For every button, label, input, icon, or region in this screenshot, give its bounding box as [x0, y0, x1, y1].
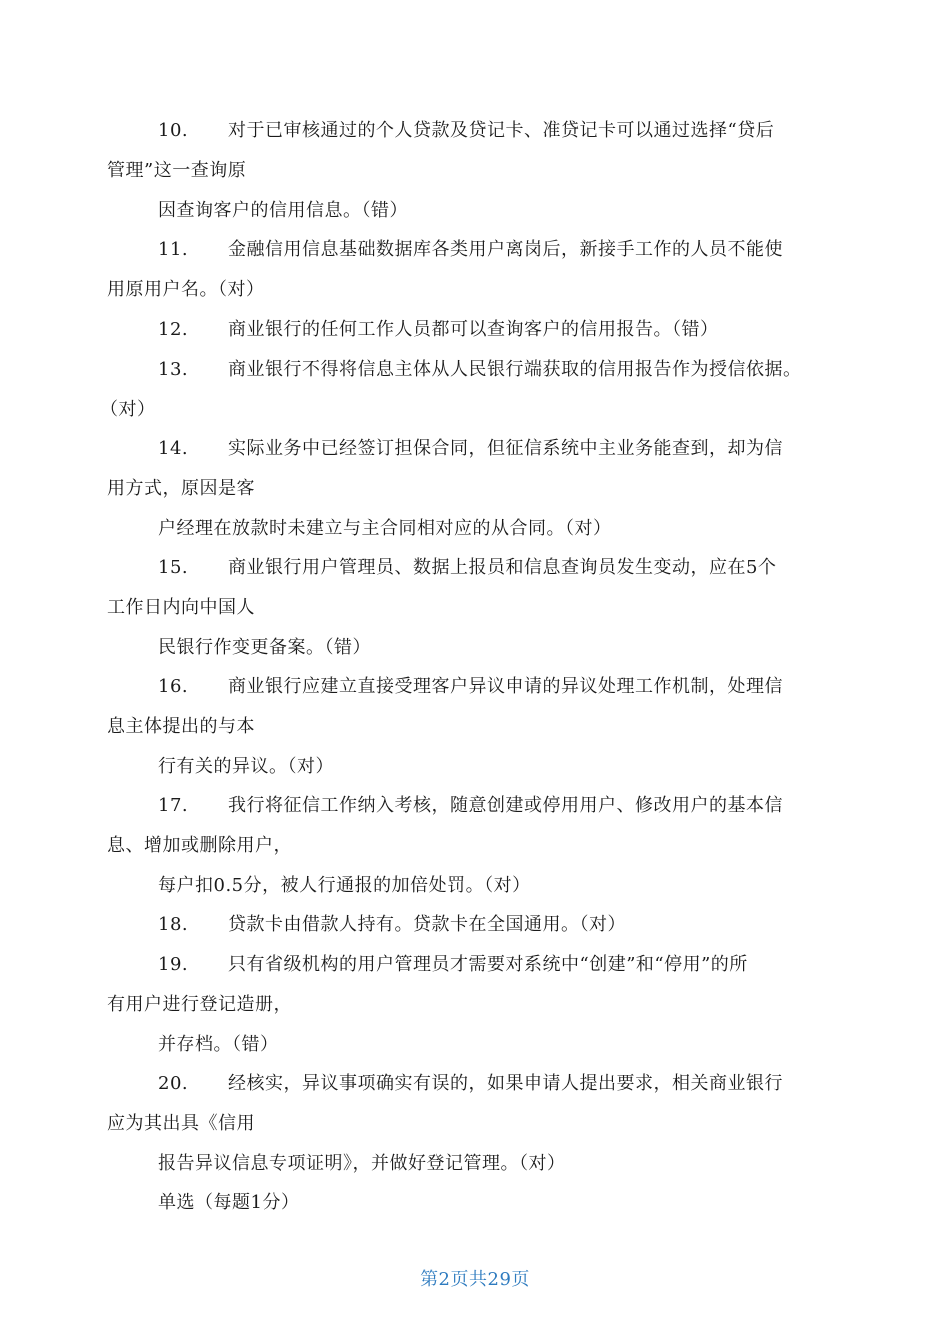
item-text-continuation: 并存档。（错）	[158, 1034, 279, 1055]
section-heading: 单选（每题1分）	[158, 1192, 300, 1213]
list-item	[107, 675, 848, 795]
item-text: 商业银行应建立直接受理客户异议申请的异议处理工作机制，处理信	[228, 676, 783, 697]
item-number: 13.	[158, 359, 189, 380]
item-text-wrap: 息主体提出的与本	[107, 716, 255, 737]
item-text: 实际业务中已经签订担保合同，但征信系统中主业务能查到，却为信	[228, 438, 783, 459]
item-text-wrap: 有用户进行登记造册，	[107, 994, 292, 1015]
item-text-wrap: （对）	[100, 399, 156, 420]
item-text-wrap: 应为其出具《信用	[107, 1113, 255, 1134]
page-footer: 第2页共29页	[420, 1269, 530, 1290]
item-text-continuation: 民银行作变更备案。（错）	[158, 637, 371, 658]
item-text-continuation: 行有关的异议。（对）	[158, 756, 334, 777]
item-number: 18.	[158, 914, 189, 935]
item-text: 对于已审核通过的个人贷款及贷记卡、准贷记卡可以通过选择“贷后	[228, 120, 775, 141]
item-text: 我行将征信工作纳入考核，随意创建或停用用户、修改用户的基本信	[228, 795, 783, 816]
item-text-continuation: 报告异议信息专项证明》，并做好登记管理。（对）	[158, 1153, 566, 1174]
item-text-wrap: 工作日内向中国人	[107, 597, 255, 618]
item-text-wrap: 用原用户名。（对）	[107, 279, 265, 300]
item-text: 只有省级机构的用户管理员才需要对系统中“创建”和“停用”的所	[228, 954, 748, 975]
item-number: 15.	[158, 557, 189, 578]
item-number: 12.	[158, 319, 189, 340]
list-item	[107, 238, 848, 318]
item-number: 14.	[158, 438, 189, 459]
item-number: 16.	[158, 676, 189, 697]
list-item	[107, 953, 848, 1073]
item-text-continuation: 因查询客户的信用信息。（错）	[158, 200, 408, 221]
item-text: 经核实，异议事项确实有误的，如果申请人提出要求，相关商业银行	[228, 1073, 783, 1094]
item-number: 20.	[158, 1073, 189, 1094]
item-text: 商业银行不得将信息主体从人民银行端获取的信用报告作为授信依据。	[228, 359, 802, 380]
item-text-continuation: 每户扣0.5分，被人行通报的加倍处罚。（对）	[158, 875, 531, 896]
item-number: 17.	[158, 795, 189, 816]
list-item	[107, 1072, 848, 1192]
list-item	[158, 913, 848, 953]
item-text-wrap: 管理”这一查询原	[107, 160, 247, 181]
item-number: 10.	[158, 120, 189, 141]
item-text: 商业银行用户管理员、数据上报员和信息查询员发生变动，应在5个	[228, 557, 777, 578]
item-text-wrap: 用方式，原因是客	[107, 478, 255, 499]
item-number: 11.	[158, 239, 189, 260]
list-item	[158, 318, 848, 358]
list-item	[107, 556, 848, 676]
list-item	[107, 437, 848, 557]
item-text: 商业银行的任何工作人员都可以查询客户的信用报告。（错）	[228, 319, 719, 340]
item-number: 19.	[158, 954, 189, 975]
list-item	[107, 119, 848, 239]
item-text: 贷款卡由借款人持有。贷款卡在全国通用。（对）	[228, 914, 626, 935]
item-text: 金融信用信息基础数据库各类用户离岗后，新接手工作的人员不能使	[228, 239, 783, 260]
list-item	[107, 794, 848, 914]
list-item	[100, 358, 848, 438]
item-text-continuation: 户经理在放款时未建立与主合同相对应的从合同。（对）	[158, 518, 612, 539]
item-text-wrap: 息、增加或删除用户，	[107, 835, 292, 856]
